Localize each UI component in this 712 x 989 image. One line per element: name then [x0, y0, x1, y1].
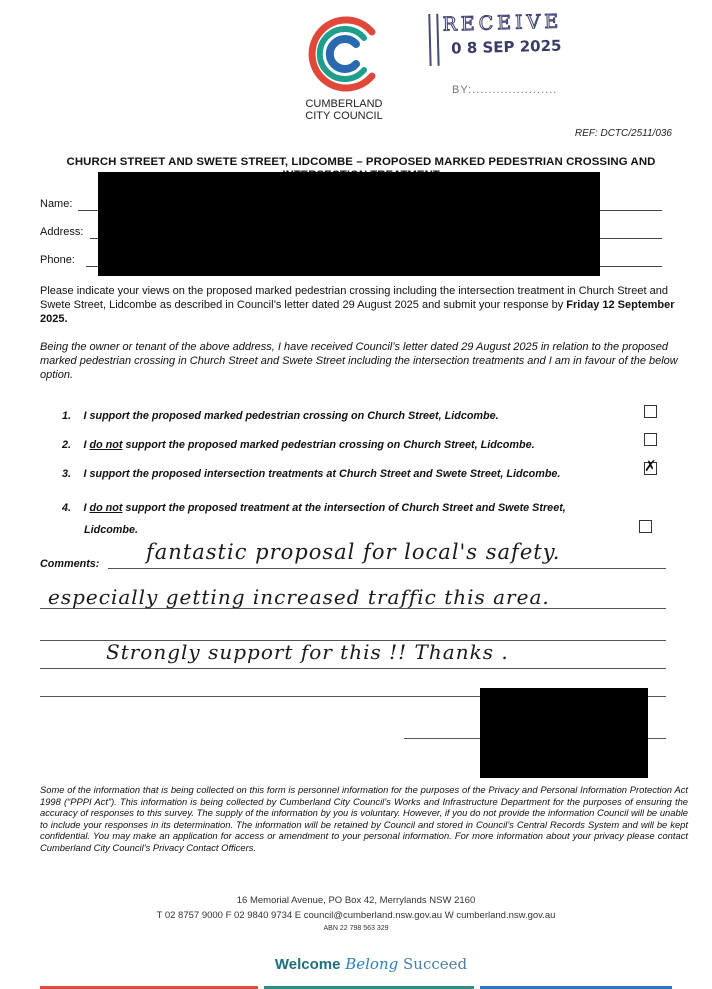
council-name-line2: CITY COUNCIL [305, 110, 383, 122]
intro-text: Please indicate your views on the proposed marked pedestrian crossing including the intersection treatment in Church Street and Swete Street, Lidcombe as described in Council’s letter dated 29 August 2025 and submit your response by [40, 285, 668, 311]
option-2-num: 2. [62, 439, 72, 451]
council-name-line1: CUMBERLAND [305, 98, 383, 110]
comments-label: Comments: [40, 558, 100, 570]
option-4-pre: I [83, 502, 90, 514]
form-title: CHURCH STREET AND SWETE STREET, LIDCOMBE – PROPOSED MARKED PEDESTRIAN CROSSING AND [66, 156, 656, 168]
privacy-notice: Some of the information that is being collected on this form is personnel information for the purposes of the Privacy and Personal Information Protection Act 1998 (“PPPI Act”). This information is being collected by Cumberland City Council’s Works and Infrastructure Department for the purposes of ensuring the accuracy of responses to this survey. The supply of the information by you is voluntary. However, if you do not provide the information Council will be unable to include your responses in its determination. The information will be retained by Council and stored in Council’s Central Records System and will be kept confidential. You may make an application for access or amendment to your personal information. For more information about your privacy please contact Cumberland City Council’s Privacy Contact Officers. [40, 784, 688, 853]
option-3-text: I support the proposed intersection treatments at Church Street and Swete Street, Lidcombe. [83, 468, 561, 480]
received-stamp [426, 10, 587, 72]
option-4-num: 4. [62, 502, 72, 514]
tagline-succeed: Succeed [403, 955, 468, 973]
stamp-by: BY:..................... [452, 84, 558, 96]
option-4-checkbox[interactable] [639, 520, 652, 533]
option-1 [62, 406, 662, 424]
handwritten-comment-2: especially getting increased traffic this area. [48, 585, 550, 609]
checkmark-x-icon: ✗ [644, 457, 657, 475]
signature-redaction [480, 688, 648, 778]
option-4 [62, 498, 662, 516]
option-2-checkbox[interactable] [644, 433, 657, 446]
intro-paragraph [40, 284, 684, 326]
address-label: Address: [40, 226, 84, 238]
stamp-date: 0 8 SEP 2025 [450, 36, 562, 58]
tagline-welcome: Welcome [274, 956, 341, 973]
reference-number: REF: DCTC/2511/036 [574, 128, 672, 139]
option-3-num: 3. [62, 468, 72, 480]
redaction-block [98, 172, 600, 276]
option-4-underline: do not [89, 502, 123, 514]
tagline-belong: Belong [345, 955, 399, 973]
comment-line-1[interactable] [108, 568, 666, 569]
option-2-underline: do not [89, 439, 123, 451]
option-4-post: support the proposed treatment at the intersection of Church Street and Swete Street, [122, 502, 566, 514]
option-1-text: I support the proposed marked pedestrian crossing on Church Street, Lidcombe. [83, 410, 499, 422]
handwritten-comment-3: Strongly support for this !! Thanks . [106, 640, 509, 664]
comment-line-4[interactable] [40, 668, 666, 669]
stamp-word: RECEIVE [442, 10, 563, 36]
owner-statement: Being the owner or tenant of the above address, I have received Council’s letter dated 29 August 2025 in relation to the proposed marked pedestrian crossing in Church Street and Swete Street including the intersection treatments and I am in favour of the below option. [40, 341, 678, 381]
footer-address: 16 Memorial Avenue, PO Box 42, Merrylands NSW 2160 [236, 895, 476, 906]
phone-label: Phone: [40, 254, 75, 266]
stamp-bracket [428, 14, 439, 66]
option-2 [62, 435, 662, 453]
deadline-text: Friday 12 September 2025. [40, 299, 675, 325]
option-4-line2: Lidcombe. [84, 524, 138, 536]
tagline [240, 955, 502, 973]
option-2-post: support the proposed marked pedestrian crossing on Church Street, Lidcombe. [122, 439, 535, 451]
footer-abn: ABN 22 798 563 329 [323, 925, 389, 932]
option-3 [62, 464, 662, 482]
footer-contact: T 02 8757 9000 F 02 9840 9734 E council@cumberland.nsw.gov.au W cumberland.nsw.gov.au [156, 910, 556, 921]
option-1-num: 1. [62, 410, 72, 422]
council-logo [306, 16, 382, 92]
option-2-pre: I [83, 439, 90, 451]
name-label: Name: [40, 198, 73, 210]
option-1-checkbox[interactable] [644, 405, 657, 418]
handwritten-comment-1: fantastic proposal for local's safety. [146, 540, 561, 564]
